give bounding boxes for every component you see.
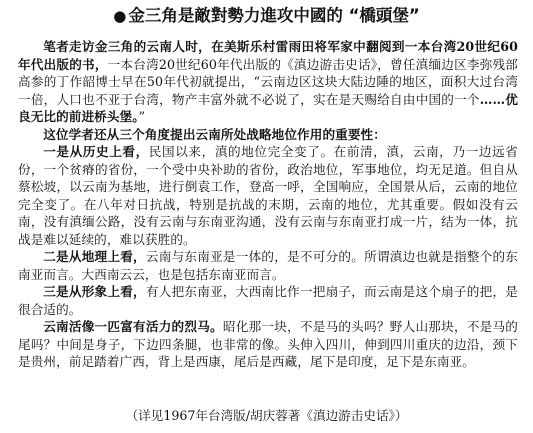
paragraph-three-angles — [18, 126, 518, 144]
paragraph-text: 民国以来，滇的地位完全变了。在前清，滇，云南，乃一边远省份，一个贫瘠的省份，一个受中央补助的省份，政治地位，军事地位，均无足道。但自从蔡松坡，以云南为基地，进行倒袁工作，登高一呼，全国响应，全国景从后，云南的地位完全变了。在八年对日抗战，特别是抗战的末期，云南的地位，尤其重要。假如没有云南，没有滇缅公路，没有云南与东南亚沟通，没有云南与东南亚打成一片，结为一体，抗战是难以延续的，难以获胜的。 — [18, 144, 518, 247]
article-title — [0, 6, 533, 26]
paragraph-lead: 三是从形象上看， — [43, 284, 146, 299]
article-body — [18, 38, 518, 371]
paragraph-text: 有人把东南亚，大西南比作一把扇子，而云南是这个扇子的把，是很合适的。 — [18, 284, 518, 317]
paragraph-end: ” — [138, 109, 146, 124]
paragraph-horse — [18, 318, 518, 371]
paragraph-lead: 云南活像一匹富有活力的烈马。 — [43, 319, 223, 334]
paragraph-lead: 这位学者还从三个角度提出云南所处战略地位作用的重要性： — [43, 126, 386, 142]
paragraph-geography — [18, 248, 518, 283]
paragraph-lead: 二是从地理上看， — [43, 249, 146, 264]
paragraph-text: 一本台湾20世纪60年代出版的《滇边游击史话》，曾任滇缅边区李弥残部高参的丁作韶博士早在50年代初就提出，“云南边区这块大陆边陲的地区，面积大过台湾一倍，人口也不亚于台湾，物产丰富外就不必说了，实在是天赐给自由中国的一个 — [18, 56, 518, 107]
title-text: 金三角是敵對勢力進攻中國的 “橋頭堡” — [128, 6, 420, 25]
paragraph-text: 昭化那一块，不是马的头吗？野人山那块，不是马的尾吗？中间是身子，下边四条腿，也非常的像。头伸入四川，伸到四川重庆的边沿，颈下是贵州，前足踏着广西，背上是西康，尾后是西藏，尾下是印度，足下是东南亚。 — [18, 319, 518, 369]
bullet-icon: ● — [113, 7, 127, 25]
paragraph-emphasis: ……优良无比的前进桥头堡。 — [18, 91, 518, 124]
source-citation: （详见1967年台湾版/胡庆蓉著《滇边游击史话》） — [125, 408, 408, 423]
paragraph-intro — [18, 38, 518, 126]
paragraph-text: 云南与东南亚是一体的，是不可分的。所谓滇边也就是指整个的东南亚而言。大西南云云，也是包括东南亚而言。 — [18, 249, 518, 282]
paragraph-shape — [18, 283, 518, 318]
paragraph-lead: 笔者走访金三角的云南人时，在美斯乐村雷雨田将军家中翻阅到一本台湾20世纪60年代出版的书， — [18, 39, 518, 72]
paragraph-history — [18, 143, 518, 248]
paragraph-lead: 一是从历史上看， — [43, 144, 149, 159]
